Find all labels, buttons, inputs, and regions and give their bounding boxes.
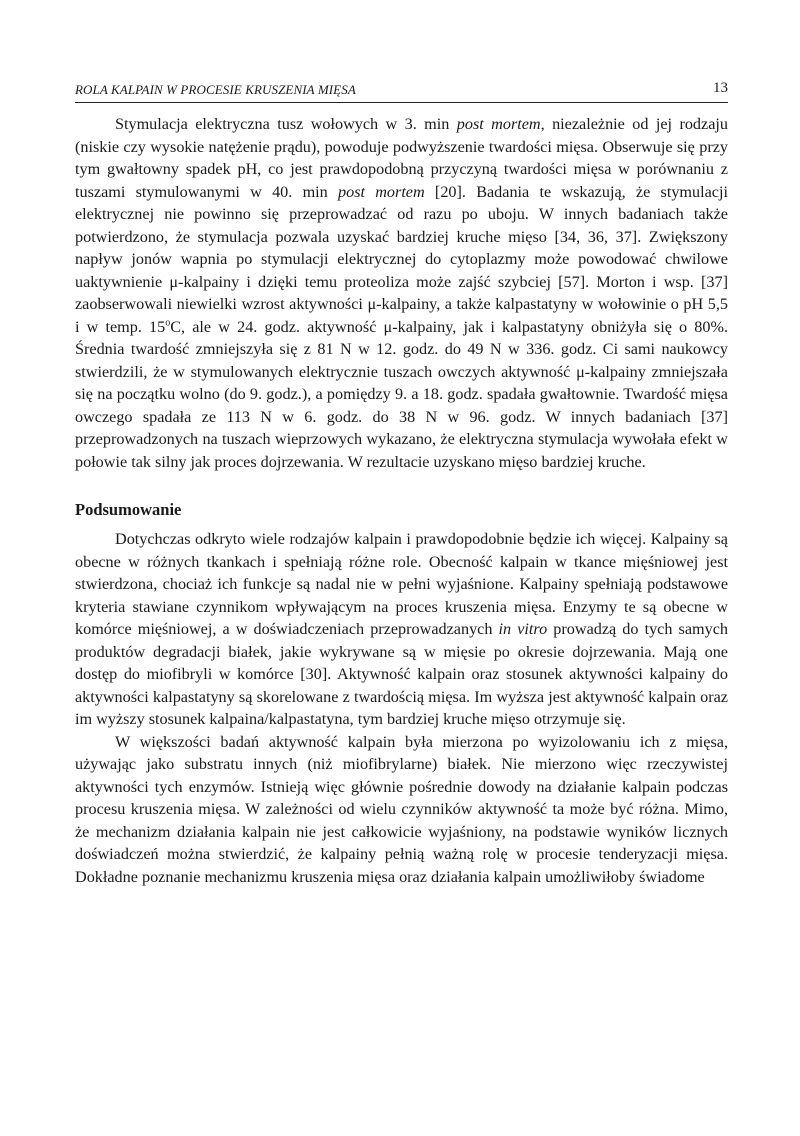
body-paragraph-1 bbox=[75, 113, 728, 473]
italic-text: in vitro bbox=[498, 620, 548, 638]
text-run: W większości badań aktywność kalpain była mierzona po wyizolowaniu ich z mięsa, używając jako substratu innych (niż miofibrylarne) białek. Nie mierzono więc rzeczywistej aktywności tych enzymów. Istnieją więc głównie pośrednie dowody na działanie kalpain podczas procesu kruszenia mięsa. W zależności od wielu czynników aktywność ta może być różna. Mimo, że mechanizm działania kalpain nie jest całkowicie wyjaśniony, na podstawie wyników licznych doświadczeń można stwierdzić, że kalpainy pełnią ważną rolę w procesie tenderyzacji mięsa. Dokładne poznanie mechanizmu kruszenia mięsa oraz działania kalpain umożliwiłoby świadome bbox=[75, 732, 728, 886]
text-run: Dotychczas odkryto wiele rodzajów kalpain i prawdopodobnie będzie ich więcej. Kalpainy są obecne w różnych tkankach i spełniają różne role. Obecność kalpain w tkance mięśniowej jest stwierdzona, chociaż ich funkcje są nadal nie w pełni wyjaśnione. Kalpainy spełniają podstawowe kryteria stawiane czynnikom wpływającym na proces kruszenia mięsa. Enzymy te są obecne w komórce mięśniowej, a w doświadczeniach przeprowadzanych bbox=[75, 530, 728, 638]
page-number: 13 bbox=[713, 80, 728, 96]
text-run: [20]. Badania te wskazują, że stymulacji elektrycznej nie powinno się przeprowadzać od razu po uboju. W innych badaniach także potwierdzono, że stymulacja pozwala uzyskać bardziej kruche mięso [34, 36, 37]. Zwiększony napływ jonów wapnia po stymulacji elektrycznej do cytoplazmy może powodować chwilowe uaktywnienie μ-kalpainy i dzięki temu proteoliza może zajść szybciej [57]. Morton i wsp. [37] zaobserwowali niewielki wzrost aktywności μ-kalpainy, a także kalpastatyny w wołowinie o pH 5,5 i w temp. 15 bbox=[75, 182, 728, 336]
italic-text: post mortem bbox=[338, 182, 425, 201]
italic-text: post mortem bbox=[456, 115, 541, 133]
section-heading: Podsumowanie bbox=[75, 500, 182, 519]
body-paragraph-3 bbox=[75, 731, 728, 889]
running-header bbox=[75, 80, 728, 103]
text-run: prowadzą do tych samych produktów degradacji białek, jakie wykrywane są w mięsie po okresie dojrzewania. Mają one dostęp do miofibryli w komórce [30]. Aktywność kalpain oraz stosunek aktywności kalpainy do aktywności kalpastatyny są skorelowane z twardością mięsa. Im wyższa jest aktywność kalpain oraz im wyższy stosunek kalpaina/kalpastatyna, tym bardziej kruche mięso otrzymuje się. bbox=[75, 620, 728, 728]
document-page bbox=[75, 80, 728, 888]
text-run: , niezależnie od jej rodzaju (niskie czy wysokie natężenie prądu), powoduje podwyższenie twardości mięsa. Obserwuje się przy tym gwałtowny spadek pH, co jest prawdopodobną przyczyną twardości mięsa w porównaniu z tuszami stymulowanymi w 40. min bbox=[75, 115, 728, 201]
text-run: C, ale w 24. godz. aktywność μ-kalpainy, jak i kalpastatyny obniżyła się o 80%. Średnia twardość zmniejszyła się z 81 N w 12. godz. do 49 N w 336. godz. Ci sami naukowcy stwierdzili, że w stymulowanych elektrycznie tuszach owczych aktywność μ-kalpainy zmniejszała się na początku wolno (do 9. godz.), a pomiędzy 9. a 18. godz. spadała gwałtownie. Twardość mięsa owczego spadała ze 113 N w 6. godz. do 38 N w 96. godz. W innych badaniach [37] przeprowadzonych na tuszach wieprzowych wykazano, że elektryczna stymulacja wywołała efekt w połowie tak silny jak proces dojrzewania. W rezultacie uzyskano mięso bardziej kruche. bbox=[75, 317, 728, 471]
running-title: ROLA KALPAIN W PROCESIE KRUSZENIA MIĘSA bbox=[75, 82, 356, 97]
text-run: Stymulacja elektryczna tusz wołowych w 3. min bbox=[115, 115, 457, 133]
superscript-text: o bbox=[165, 317, 171, 329]
body-paragraph-2 bbox=[75, 528, 728, 731]
